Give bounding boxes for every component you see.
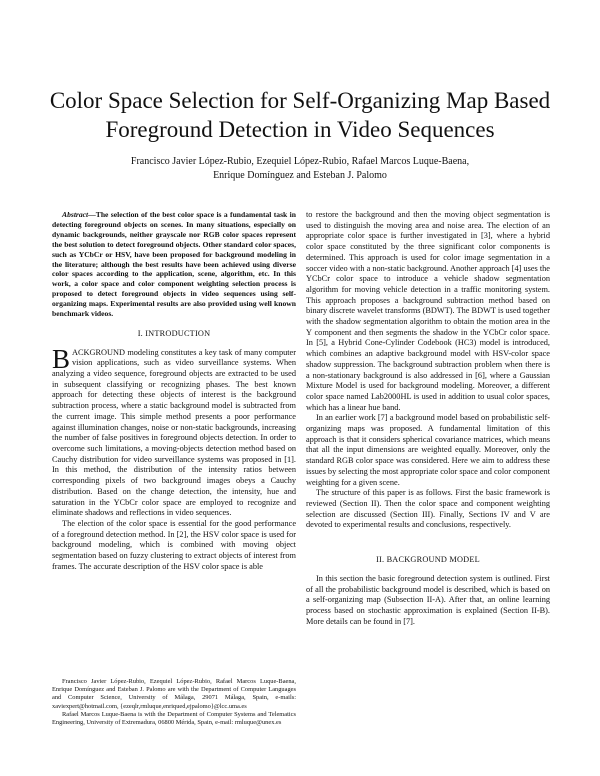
section-heading-introduction: I. INTRODUCTION xyxy=(137,328,211,338)
author-list xyxy=(80,155,520,183)
intro-paragraph-1 xyxy=(52,343,296,519)
affiliation-footnote xyxy=(52,678,296,727)
authors-line-1: Francisco Javier López-Rubio, Ezequiel López-Rubio, Rafael Marcos Luque-Baena, xyxy=(130,156,470,167)
right-paragraph-3: The structure of this paper is as follows. First the basic framework is reviewed (Section II). Then the color space and component weighting selection are discussed (Section III). Finally, Sections IV and V are devoted to experimental results and conclusions, respectively. xyxy=(306,488,550,530)
abstract xyxy=(52,210,296,319)
footnote-1: Francisco Javier López-Rubio, Ezequiel López-Rubio, Rafael Marcos Luque-Baena, Enrique Domínguez and Esteban J. Palomo are with the Department of Computer Languages and Computer Science, University of Málaga, 29071 Málaga, Spain, e-mails: xaviexpert@hotmail.com, {ezeqlr,rmluque,enriqued,ejpalomo}@lcc.uma.es xyxy=(52,678,296,710)
right-column xyxy=(306,210,550,627)
intro-paragraph-1-text: ACKGROUND modeling constitutes a key task of many computer vision applications, such as video surveillance systems. When analyzing a video sequence, foreground objects are extracted to be used in subsequent classifying or recognizing phases. The best known approach for detecting these objects of interest is the background subtraction process, where a static background model is subtracted from the current image. This simple method presents a poor performance against illumination changes, noise or non-static backgrounds, increasing the number of false positives in foreground objects detection. In order to overcome such limitations, a moving-objects detection method based on Cauchy distribution for video surveillance systems was proposed in [1]. In this method, the distribution of the intensity ratios between corresponding pixels of two background images obeys a Cauchy distribution. Based on the change detection, the intensity, hue and saturation in the YCbCr color space are employed to recognize and eliminate shadows and reflections in video sequences. xyxy=(52,347,296,518)
section-heading-background-model: II. BACKGROUND MODEL xyxy=(376,555,480,565)
drop-cap: B xyxy=(52,343,71,374)
left-column xyxy=(52,210,296,572)
abstract-label: Abstract xyxy=(62,210,89,219)
footnote-2: Rafael Marcos Luque-Baena is with the Department of Computer Systems and Telematics Engineering, University of Extremadura, 06800 Mérida, Spain, e-mail: rmluque@unex.es xyxy=(52,710,296,727)
intro-paragraph-2: The election of the color space is essential for the good performance of a foreground detection method. In [2], the HSV color space is used for background modeling, which is combined with moving object segmentation based on fuzzy clustering to extract objects of interest from frames. The accurate description of the HSV color space is able xyxy=(52,518,296,571)
abstract-text: —The selection of the best color space is a fundamental task in detecting foreground objects on scenes. In many situations, especially on dynamic backgrounds, neither grayscale nor RGB color spaces represent the best solution to detect foreground objects. Other standard color spaces, such as YCbCr or HSV, have been proposed for background modeling in the literature; although the best results have been achieved using diverse color spaces according to the application, scene, algorithm, etc. In this work, a color space and color component weighting selection process is proposed to detect foreground objects in video sequences using self-organizing maps. Experimental results are also provided using well known benchmark videos. xyxy=(52,210,296,319)
right-paragraph-1: to restore the background and then the moving object segmentation is used to distinguish the moving area and noise area. The election of an appropriate color space is further investigated in [3], where a hybrid color space constituted by the three significant color components is determined. This approach is used for color image segmentation in a soccer video with a non-static background. Another approach [4] uses the YCbCr color space to introduce a vehicle shadow segmentation algorithm for moving vehicle detection in a traffic monitoring system. This approach proposes a background subtraction method based on binary discrete wavelet transforms (BDWT). The BDWT is used together with the shadow segmentation algorithm to obtain the motion area in the Y component and then segments the shadow in the YCbCr color space. In [5], a Hybrid Cone-Cylinder Codebook (HC3) model is introduced, which combines an adaptive background model with HSV-color space shadow suppression. The background subtraction problem when there is a non-stationary background is also addressed in [6], where a Gaussian Mixture Model is used for background modeling. Moreover, a different color space named Lab2000HL is used in addition to usual color spaces, which has a linear hue band. xyxy=(306,210,550,412)
authors-line-2: Enrique Domínguez and Esteban J. Palomo xyxy=(213,170,387,181)
section2-paragraph-1: In this section the basic foreground detection system is outlined. First of all the probabilistic background model is described, which is based on a self-organizing map (Subsection II-A). After that, an online learning process based on stochastic approximation is explained (Section II-B). More details can be found in [7]. xyxy=(306,573,550,626)
paper-title: Color Space Selection for Self-Organizing Map Based Foreground Detection in Video Sequences xyxy=(49,88,551,142)
right-paragraph-2: In an earlier work [7] a background model based on probabilistic self-organizing maps was proposed. A fundamental limitation of this approach is that it considers spherical covariance matrices, which means that all the input dimensions are weighted equally. Moreover, only the standard RGB color space was considered. Here we aim to address these issues by selecting the most appropriate color space and color component weighting for a given scene. xyxy=(306,413,550,487)
